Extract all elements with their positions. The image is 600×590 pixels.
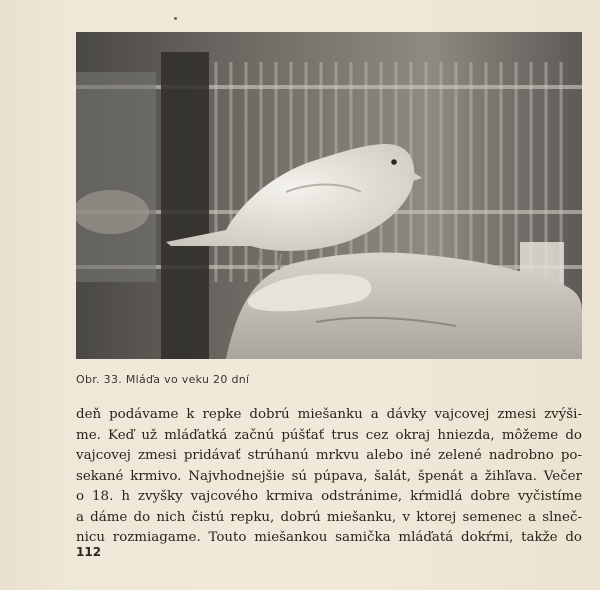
body-paragraph (76, 405, 582, 549)
text-line: sekané krmivo. Najvhodnejšie sú púpava, šalát, špenát a žihľava. Večer (76, 468, 582, 484)
text-line: deň podávame k repke dobrú miešanku a dávky vajcovej zmesi zvýši- (76, 407, 582, 422)
text-line: nicu rozmiagame. Touto miešankou samička mláďatá dokŕmi, takže do (76, 530, 582, 545)
text-line: o 18. h zvyšky vajcového krmiva odstránime, kŕmidlá dobre vyčistíme (76, 489, 582, 504)
page-number: 112 (76, 545, 102, 559)
print-speck (174, 17, 177, 20)
text-line: vajcovej zmesi pridávať strúhanú mrkvu alebo iné zelené nadrobno po- (76, 448, 582, 463)
bird-photo-illustration (76, 32, 582, 359)
figure-photo (76, 32, 582, 359)
figure-caption: Obr. 33. Mláďa vo veku 20 dní (76, 373, 250, 386)
text-line: me. Keď už mláďatká začnú púšťať trus cez okraj hniezda, môžeme do (76, 427, 582, 443)
text-line: a dáme do nich čistú repku, dobrú miešanku, v ktorej semenec a slneč- (76, 509, 582, 525)
